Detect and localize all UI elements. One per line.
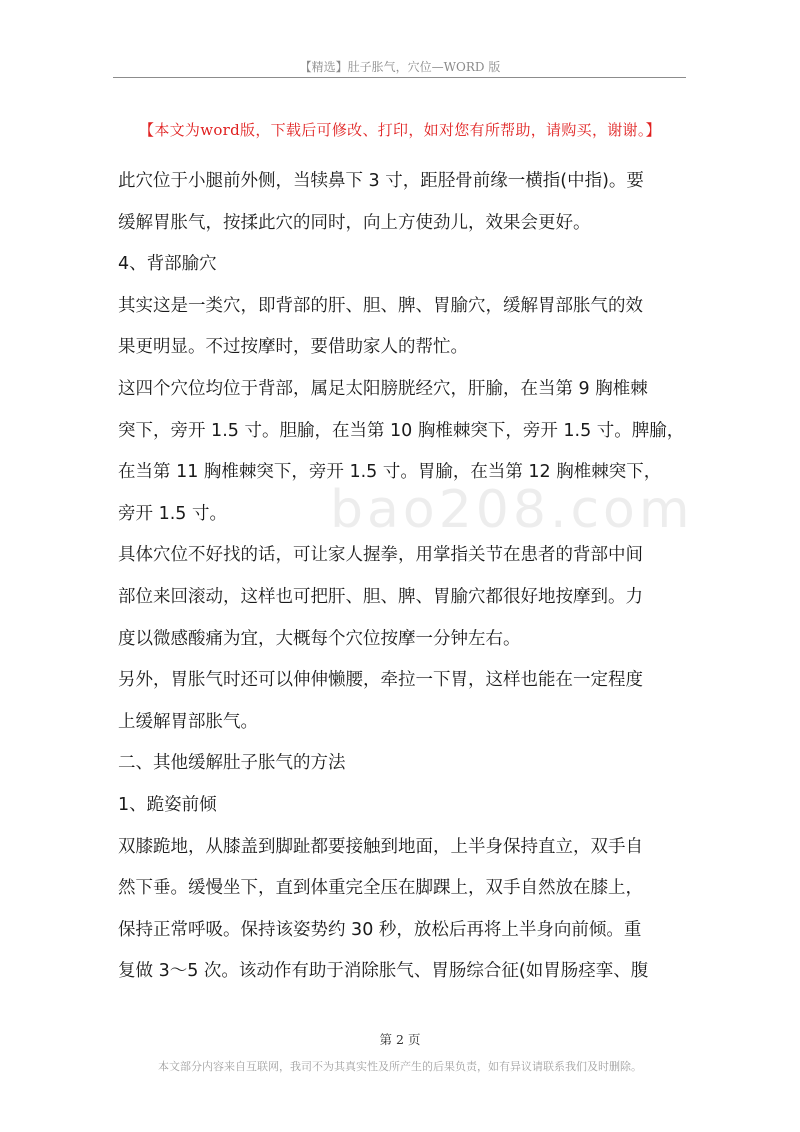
paragraph-line: 度以微感酸痛为宜，大概每个穴位按摩一分钟左右。: [118, 628, 521, 649]
paragraph-line: 然下垂。缓慢坐下，直到体重完全压在脚踝上，双手自然放在膝上，: [118, 878, 643, 899]
page-number: 第 2 页: [379, 1032, 421, 1047]
paragraph-line: 在当第 11 胸椎棘突下，旁开 1.5 寸。胃腧，在当第 12 胸椎棘突下，: [118, 462, 662, 483]
paragraph-line: 此穴位于小腿前外侧，当犊鼻下 3 寸，距胫骨前缘一横指(中指)。要: [118, 171, 644, 191]
paragraph-line: 复做 3～5 次。该动作有助于消除胀气、胃肠综合征(如胃肠痉挛、腹: [118, 961, 649, 982]
paragraph-line: 上缓解胃部胀气。: [118, 711, 258, 732]
paragraph-line: 这四个穴位均位于背部，属足太阳膀胱经穴，肝腧，在当第 9 胸椎棘: [118, 378, 648, 399]
paragraph-line: 双膝跪地，从膝盖到脚趾都要接触到地面，上半身保持直立，双手自: [118, 836, 643, 857]
header-divider: [113, 77, 686, 78]
paragraph-line: 具体穴位不好找的话，可让家人握拳，用掌指关节在患者的背部中间: [118, 545, 643, 566]
paragraph-line: 另外，胃胀气时还可以伸伸懒腰，牵拉一下胃，这样也能在一定程度: [118, 670, 643, 691]
paragraph-line: 部位来回滚动，这样也可把肝、胆、脾、胃腧穴都很好地按摩到。力: [118, 586, 643, 607]
download-notice: 【本文为word版，下载后可修改、打印，如对您有所帮助，请购买，谢谢。】: [139, 121, 661, 139]
page-header: 【精选】肚子胀气，穴位—WORD 版: [299, 60, 501, 74]
paragraph-line: 保持正常呼吸。保持该姿势约 30 秒，放松后再将上半身向前倾。重: [118, 919, 642, 940]
footer-disclaimer: 本文部分内容来自互联网，我司不为其真实性及所产生的后果负责，如有异议请联系我们及时删除。: [158, 1060, 642, 1073]
paragraph-line: 突下，旁开 1.5 寸。胆腧，在当第 10 胸椎棘突下，旁开 1.5 寸。脾腧，: [118, 420, 685, 441]
paragraph-line: 果更明显。不过按摩时，要借助家人的帮忙。: [118, 337, 468, 358]
article-body: [118, 164, 686, 996]
section-heading: 4、背部腧穴: [118, 254, 217, 275]
paragraph-line: 其实这是一类穴，即背部的肝、胆、脾、胃腧穴，缓解胃部胀气的效: [118, 295, 643, 316]
section-heading: 二、其他缓解肚子胀气的方法: [118, 753, 346, 774]
paragraph-line: 旁开 1.5 寸。: [118, 503, 227, 524]
watermark: bao208.com: [330, 480, 694, 540]
section-heading: 1、跪姿前倾: [118, 794, 217, 815]
paragraph-line: 缓解胃胀气，按揉此穴的同时，向上方使劲儿，效果会更好。: [118, 212, 591, 233]
